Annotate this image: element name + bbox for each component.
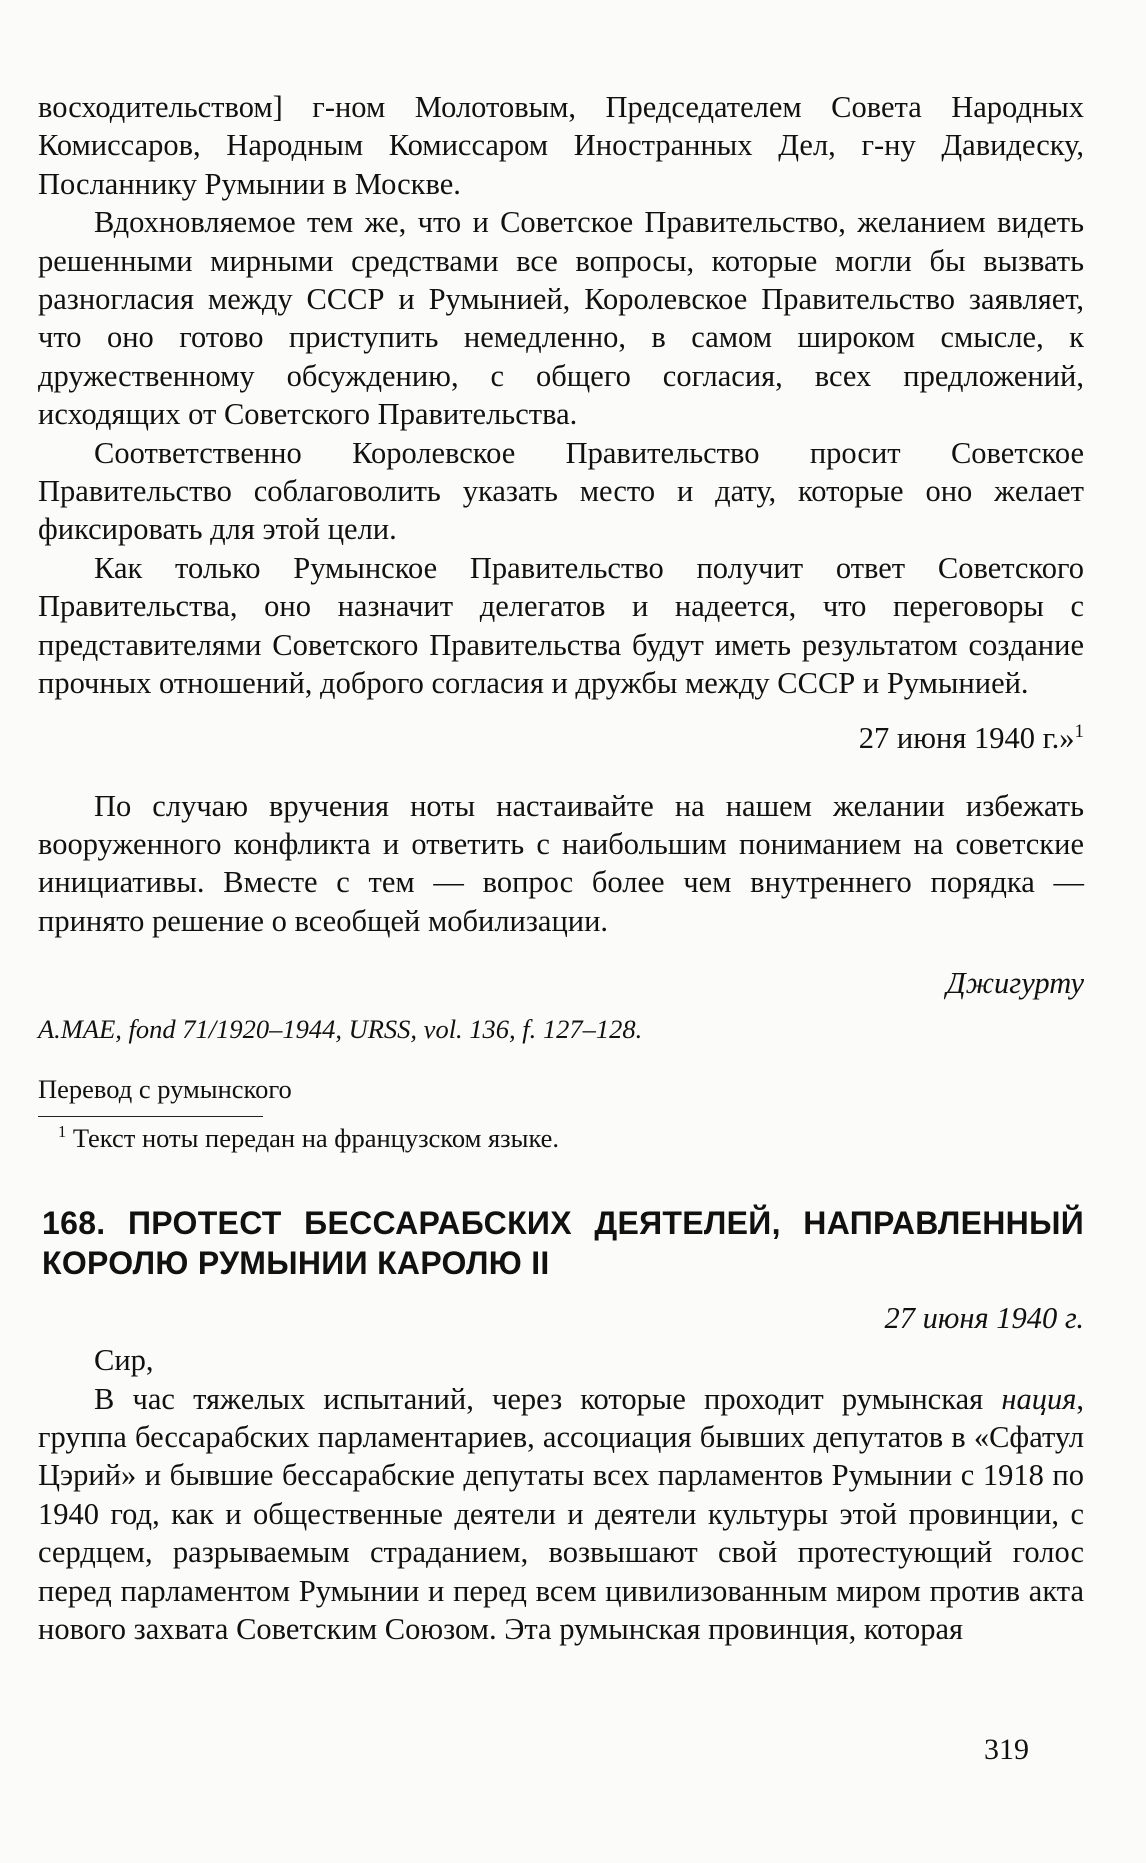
document-date: 27 июня 1940 г. [884, 1301, 1084, 1336]
protest-text-start: В час тяжелых испытаний, через которые проходит румынская [94, 1381, 1002, 1416]
protest-italic-word: нация [1001, 1381, 1077, 1416]
signature: Джигурту [946, 966, 1084, 1001]
footnote [38, 1121, 1084, 1155]
paragraph-mobilization: По случаю вручения ноты настаивайте на нашем желании избежать вооруженного конфликта и ответить с наибольшим пониманием на советские инициативы. Вместе с тем — вопрос более чем внутреннего порядка — принято решение о всеобщей мобилизации. [38, 788, 1084, 938]
paragraph-request: Соответственно Королевское Правительство просит Советское Правительство соблаговолить указать место и дату, которые оно желает фиксировать для этой цели. [38, 435, 1084, 547]
footnote-divider [38, 1116, 263, 1117]
paragraph-continuation: восходительством] г-ном Молотовым, Председателем Совета Народных Комиссаров, Народным Комиссаром Иностранных Дел, г-ну Давидеску, Посланнику Румынии в Москве. [38, 90, 1084, 201]
footnote-text: Текст ноты передан на французском языке. [72, 1123, 560, 1154]
salutation: Сир, [94, 1343, 154, 1378]
document-heading: 168. ПРОТЕСТ БЕССАРАБСКИХ ДЕЯТЕЛЕЙ, НАПРАВЛЕННЫЙ КОРОЛЮ РУМЫНИИ КАРОЛЮ II [42, 1205, 1084, 1282]
paragraph-delegates: Как только Румынское Правительство получит ответ Советского Правительства, оно назначит делегатов и надеется, что переговоры с представителями Советского Правительства будут иметь результатом создание прочных отношений, доброго согласия и дружбы между СССР и Румынией. [38, 550, 1084, 701]
translation-note: Перевод с румынского [38, 1074, 292, 1105]
note-date-line [38, 719, 1084, 757]
footnote-marker: 1 [58, 1122, 67, 1142]
note-date: 27 июня 1940 г.» [858, 720, 1075, 755]
protest-text-rest: , группа бессарабских парламентариев, ассоциация бывших депутатов в «Сфатул Цэрий» и бывшие бессарабские депутаты всех парламентов Румынии с 1918 по 1940 год, как и общественные деятели и деятели культуры этой провинции, с сердцем, разрываемым страданием, возвышают свой протестующий голос перед парламентом Румынии и перед всем цивилизованным миром против акта нового захвата Советским Союзом. Эта румынская провинция, которая [38, 1381, 1084, 1646]
page-number: 319 [984, 1733, 1029, 1766]
paragraph-protest [38, 1380, 1084, 1649]
footnote-reference: 1 [1074, 720, 1084, 742]
page-content [38, 88, 1084, 1648]
paragraph-intent: Вдохновляемое тем же, что и Советское Правительство, желанием видеть решенными мирными средствами все вопросы, которые могли бы вызвать разногласия между СССР и Румынией, Королевское Правительство заявляет, что оно готово приступить немедленно, в самом широком смысле, к дружественному обсуждению, с общего согласия, всех предложений, исходящих от Советского Правительства. [38, 205, 1084, 432]
archive-source: A.MAE, fond 71/1920–1944, URSS, vol. 136, f. 127–128. [38, 1014, 643, 1045]
